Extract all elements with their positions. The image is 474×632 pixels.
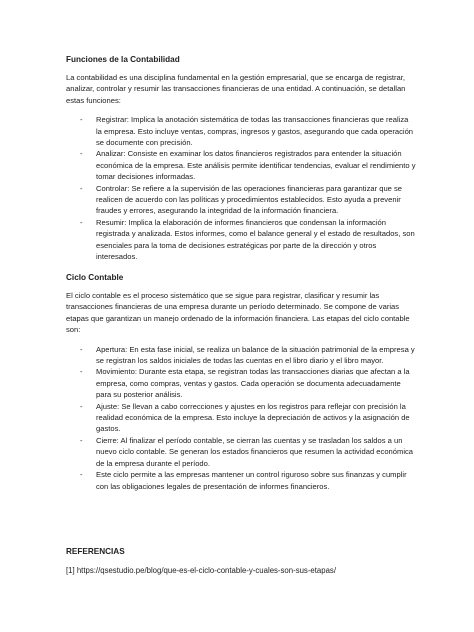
list-item-text: Movimiento: Durante esta etapa, se registran todas las transacciones diarias que afectan a la empresa, como compras, ventas y gastos. Cada operación se documenta adecuadamente para su posterior análisis. xyxy=(96,367,410,400)
list-item xyxy=(66,148,416,182)
section-intro-funciones: La contabilidad es una disciplina fundamental en la gestión empresarial, que se encarga de registrar, analizar, controlar y resumir las transacciones financieras de una entidad. A continuación, se detallan estas funciones: xyxy=(66,73,406,105)
section-heading-ciclo: Ciclo Contable xyxy=(66,273,124,282)
dash-bullet: - xyxy=(80,217,83,227)
dash-bullet: - xyxy=(80,401,83,411)
section-intro-ciclo: El ciclo contable es el proceso sistemático que se sigue para registrar, clasificar y resumir las transacciones financieras de una empresa durante un período determinado. Se compone de varias etapas que garantizan un manejo ordenado de la información financiera. Las etapas del ciclo contable son: xyxy=(66,291,410,335)
list-ciclo xyxy=(66,344,416,492)
dash-bullet: - xyxy=(80,470,83,480)
list-item-text: Registrar: Implica la anotación sistemática de todas las transacciones financieras que realiza la empresa. Esto incluye ventas, compras, ingresos y gastos, asegurando que cada operación se documente con precisión. xyxy=(96,115,414,148)
references-heading: REFERENCIAS xyxy=(66,547,125,556)
section-ciclo-contable xyxy=(66,272,416,492)
list-item-text: Este ciclo permite a las empresas mantener un control riguroso sobre sus finanzas y cumplir con las obligaciones legales de presentación de informes financieros. xyxy=(96,470,407,491)
list-item xyxy=(66,401,416,435)
dash-bullet: - xyxy=(80,435,83,445)
list-funciones xyxy=(66,114,416,262)
section-heading-funciones: Funciones de la Contabilidad xyxy=(66,55,180,64)
dash-bullet: - xyxy=(80,115,83,125)
list-item xyxy=(66,114,416,148)
list-item xyxy=(66,435,416,469)
list-item xyxy=(66,469,416,492)
section-funciones xyxy=(66,54,416,263)
section-referencias xyxy=(66,546,416,584)
list-item-text: Controlar: Se refiere a la supervisión de las operaciones financieras para garantizar que se realicen de acuerdo con las políticas y procedimientos establecidos. Esto ayuda a prevenir fraudes y errores, asegurando la integridad de la información financiera. xyxy=(96,183,403,216)
list-item xyxy=(66,217,416,263)
reference-entry: [1] https://qsestudio.pe/blog/que-es-el-ciclo-contable-y-cuales-son-sus-etapas/ xyxy=(66,566,336,575)
list-item-text: Analizar: Consiste en examinar los datos financieros registrados para entender la situación económica de la empresa. Este análisis permite identificar tendencias, evaluar el rendimiento y tomar decisiones informadas. xyxy=(96,149,416,182)
list-item xyxy=(66,366,416,400)
list-item xyxy=(66,183,416,217)
dash-bullet: - xyxy=(80,149,83,159)
list-item-text: Resumir: Implica la elaboración de informes financieros que condensan la información registrada y analizada. Estos informes, como el balance general y el estado de resultados, son esenciales para la toma de decisiones estratégicas por parte de la dirección y otros interesados. xyxy=(96,217,415,262)
list-item-text: Ajuste: Se llevan a cabo correcciones y ajustes en los registros para reflejar con precisión la realidad económica de la empresa. Esto incluye la depreciación de activos y la asignación de gastos. xyxy=(96,401,410,434)
dash-bullet: - xyxy=(80,367,83,377)
list-item xyxy=(66,344,416,367)
dash-bullet: - xyxy=(80,183,83,193)
list-item-text: Apertura: En esta fase inicial, se realiza un balance de la situación patrimonial de la empresa y se registran los saldos iniciales de todas las cuentas en el libro diario y el libro mayor. xyxy=(96,344,415,366)
dash-bullet: - xyxy=(80,344,83,354)
list-item-text: Cierre: Al finalizar el período contable, se cierran las cuentas y se trasladan los saldos a un nuevo ciclo contable. Se generan los estados financieros que resumen la actividad económica de la empresa durante el período. xyxy=(96,435,414,468)
